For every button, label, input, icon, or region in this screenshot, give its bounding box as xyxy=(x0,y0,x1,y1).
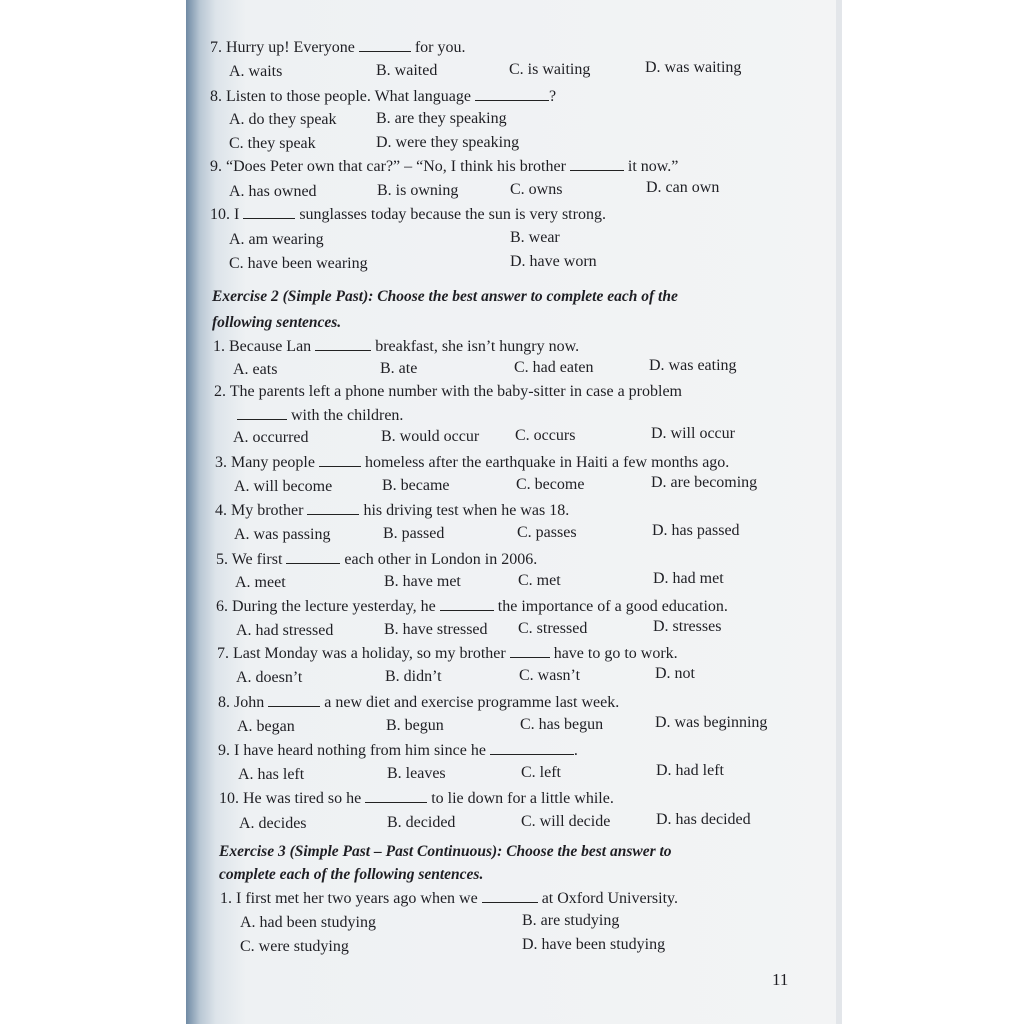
option-d: D. has passed xyxy=(652,522,740,539)
option-a: A. waits xyxy=(229,63,283,80)
option-a: A. am wearing xyxy=(229,231,324,248)
option-c: C. stressed xyxy=(518,620,588,637)
option-a: A. began xyxy=(237,718,295,735)
option-c: C. become xyxy=(516,476,585,493)
option-c: C. owns xyxy=(510,181,563,198)
question-text: each other in London in 2006. xyxy=(340,551,538,568)
question-text: 3. Many people xyxy=(215,454,319,471)
option-d: D. can own xyxy=(646,179,720,196)
option-d: D. have been studying xyxy=(522,936,666,953)
question-text: 7. Hurry up! Everyone xyxy=(210,39,359,56)
ex2-question-3 xyxy=(215,452,729,473)
question-text: his driving test when he was 18. xyxy=(359,502,570,519)
option-b: B. begun xyxy=(386,717,444,734)
answer-blank xyxy=(319,452,361,467)
question-text: 9. “Does Peter own that car?” – “No, I think his brother xyxy=(210,158,570,175)
answer-blank xyxy=(359,37,411,52)
question-text: sunglasses today because the sun is very strong. xyxy=(295,206,606,223)
option-b: B. have stressed xyxy=(384,621,488,638)
option-d: D. have worn xyxy=(510,253,597,270)
answer-blank xyxy=(268,692,320,707)
question-text: 6. During the lecture yesterday, he xyxy=(216,598,440,615)
option-b: B. ate xyxy=(380,360,418,377)
option-b: B. is owning xyxy=(377,182,459,199)
question-text: 10. He was tired so he xyxy=(219,790,366,807)
ex2-question-4 xyxy=(215,500,569,521)
question-7 xyxy=(210,37,466,58)
question-text: 5. We first xyxy=(216,551,287,568)
answer-blank xyxy=(243,204,295,219)
option-d: D. was eating xyxy=(649,357,737,374)
question-text: for you. xyxy=(410,39,466,56)
option-a: A. had been studying xyxy=(240,914,376,931)
ex2-question-2-cont xyxy=(237,405,403,426)
option-c: C. they speak xyxy=(229,135,316,152)
option-d: D. had left xyxy=(656,762,724,779)
option-b: B. leaves xyxy=(387,765,446,782)
ex2-question-2: 2. The parents left a phone number with the baby-sitter in case a problem xyxy=(214,383,682,400)
option-d: D. will occur xyxy=(651,425,735,442)
question-text: the importance of a good education. xyxy=(493,598,728,615)
answer-blank xyxy=(315,336,371,351)
option-d: D. were they speaking xyxy=(376,134,520,151)
option-b: B. wear xyxy=(510,229,560,246)
option-b: B. didn’t xyxy=(385,668,442,685)
question-text: a new diet and exercise programme last week. xyxy=(320,694,620,711)
question-text: at Oxford University. xyxy=(537,890,678,907)
option-c: C. had eaten xyxy=(514,359,594,376)
answer-blank xyxy=(286,549,340,564)
answer-blank xyxy=(482,888,538,903)
exercise-2-heading-cont: following sentences. xyxy=(212,314,342,331)
option-b: B. are studying xyxy=(522,912,620,929)
option-a: A. had stressed xyxy=(236,622,334,639)
question-text: homeless after the earthquake in Haiti a few months ago. xyxy=(360,454,730,471)
question-text: have to go to work. xyxy=(549,645,678,662)
option-b: B. are they speaking xyxy=(376,110,507,127)
ex2-question-1 xyxy=(213,336,579,357)
answer-blank xyxy=(475,86,549,101)
exercise-2-heading: Exercise 2 (Simple Past): Choose the best answer to complete each of the xyxy=(212,288,678,305)
option-c: C. wasn’t xyxy=(519,667,581,684)
question-8 xyxy=(210,86,556,107)
option-d: D. was beginning xyxy=(655,714,768,731)
option-b: B. have met xyxy=(384,573,461,590)
question-text: 1. Because Lan xyxy=(213,338,316,355)
option-d: D. had met xyxy=(653,570,724,587)
question-text: 1. I first met her two years ago when we xyxy=(220,890,482,907)
ex2-question-10 xyxy=(219,788,614,809)
question-text: 9. I have heard nothing from him since he xyxy=(218,742,490,759)
option-a: A. meet xyxy=(235,574,286,591)
option-c: C. passes xyxy=(517,524,577,541)
option-c: C. were studying xyxy=(240,938,349,955)
exercise-3-heading-cont: complete each of the following sentences. xyxy=(219,866,484,883)
option-c: C. met xyxy=(518,572,561,589)
answer-blank xyxy=(440,596,494,611)
ex2-question-9 xyxy=(218,740,578,761)
question-10 xyxy=(210,204,606,225)
option-c: C. will decide xyxy=(521,813,611,830)
answer-blank xyxy=(490,740,574,755)
option-b: B. became xyxy=(382,477,450,494)
question-text: . xyxy=(573,742,578,759)
page-edge xyxy=(836,0,842,1024)
answer-blank xyxy=(570,156,624,171)
question-text: it now.” xyxy=(623,158,679,175)
option-a: A. eats xyxy=(233,361,278,378)
ex2-question-5 xyxy=(216,549,537,570)
question-text: 7. Last Monday was a holiday, so my brother xyxy=(217,645,510,662)
option-a: A. will become xyxy=(234,478,333,495)
ex2-question-6 xyxy=(216,596,728,617)
answer-blank xyxy=(510,643,550,658)
option-a: A. occurred xyxy=(233,429,309,446)
question-text: to lie down for a little while. xyxy=(427,790,614,807)
option-d: D. are becoming xyxy=(651,474,758,491)
question-text: breakfast, she isn’t hungry now. xyxy=(371,338,580,355)
option-c: C. has begun xyxy=(520,716,604,733)
option-c: C. occurs xyxy=(515,427,576,444)
question-9 xyxy=(210,156,678,177)
answer-blank xyxy=(365,788,427,803)
option-d: D. was waiting xyxy=(645,59,742,76)
option-b: B. decided xyxy=(387,814,456,831)
option-d: D. has decided xyxy=(656,811,751,828)
option-a: A. decides xyxy=(239,815,307,832)
option-a: A. was passing xyxy=(234,526,331,543)
question-text: 8. John xyxy=(218,694,269,711)
option-d: D. not xyxy=(655,665,695,682)
option-b: B. waited xyxy=(376,62,438,79)
question-text: 10. I xyxy=(210,206,244,223)
ex3-question-1 xyxy=(220,888,678,909)
page-number: 11 xyxy=(772,970,789,989)
option-b: B. would occur xyxy=(381,428,480,445)
option-a: A. has owned xyxy=(229,183,317,200)
option-c: C. have been wearing xyxy=(229,255,368,272)
option-a: A. do they speak xyxy=(229,111,337,128)
exercise-3-heading: Exercise 3 (Simple Past – Past Continuous): Choose the best answer to xyxy=(219,843,672,860)
option-c: C. left xyxy=(521,764,561,781)
answer-blank xyxy=(237,405,287,420)
option-c: C. is waiting xyxy=(509,61,591,78)
question-text: 4. My brother xyxy=(215,502,308,519)
answer-blank xyxy=(307,500,359,515)
question-text: with the children. xyxy=(287,407,404,424)
option-a: A. doesn’t xyxy=(236,669,303,686)
question-text: ? xyxy=(548,88,557,105)
ex2-question-7 xyxy=(217,643,678,664)
ex2-question-8 xyxy=(218,692,619,713)
option-d: D. stresses xyxy=(653,618,722,635)
question-text: 8. Listen to those people. What language xyxy=(210,88,475,105)
option-a: A. has left xyxy=(238,766,305,783)
option-b: B. passed xyxy=(383,525,445,542)
